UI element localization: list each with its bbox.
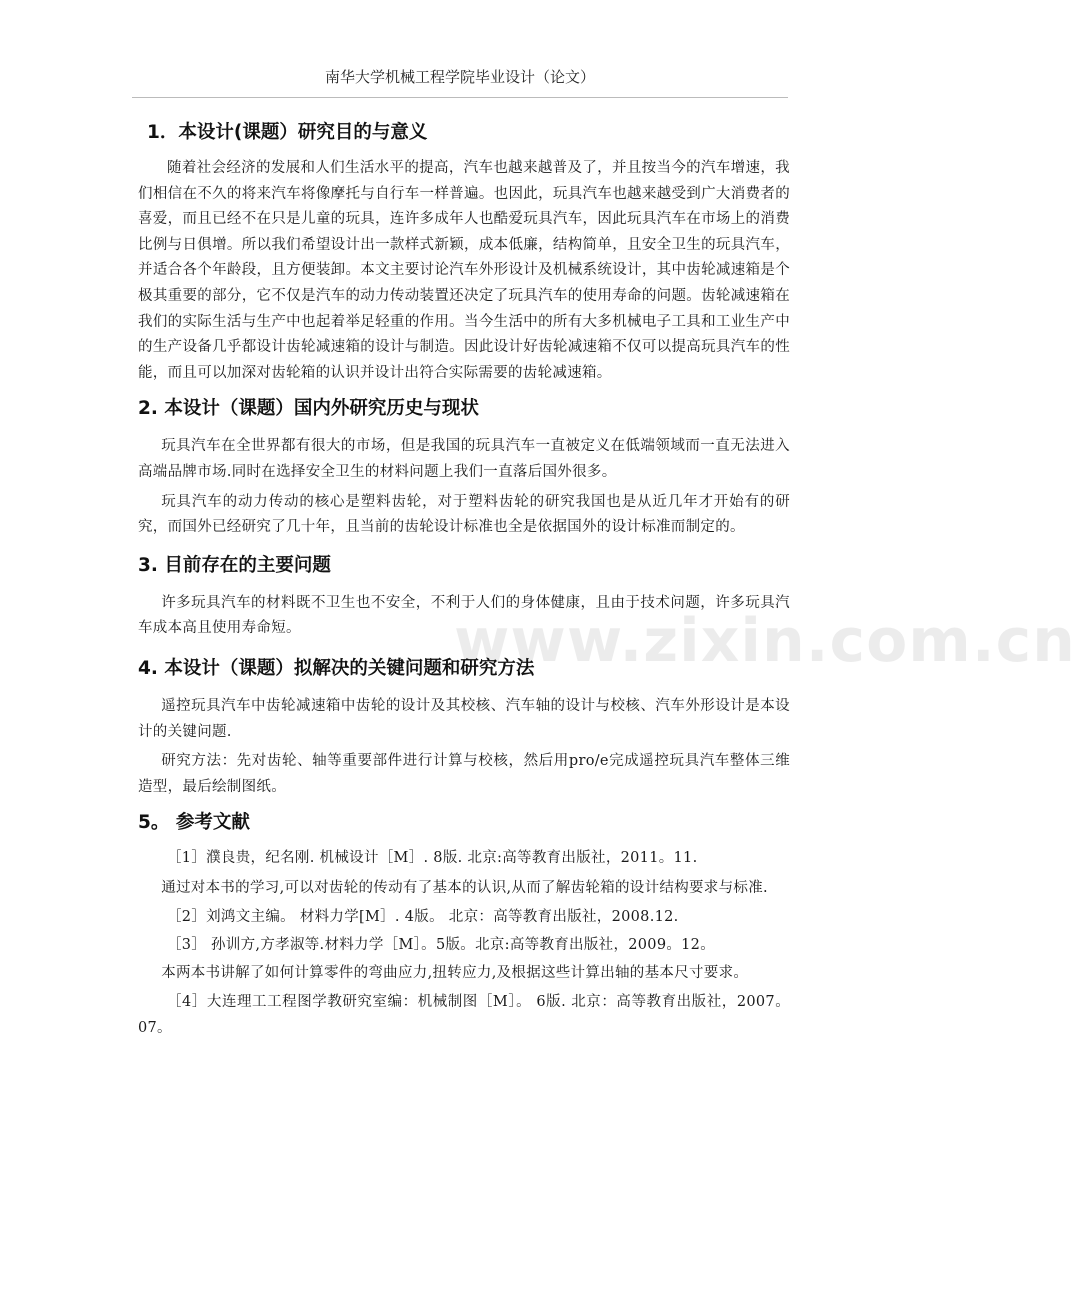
paragraph: 遥控玩具汽车中齿轮减速箱中齿轮的设计及其校核、汽车轴的设计与校核、汽车外形设计是本设计的关键问题.	[138, 697, 790, 740]
page-header: 南华大学机械工程学院毕业设计（论文）	[324, 68, 595, 86]
reference-item: ［2］刘鸿文主编。 材料力学[M］. 4版。 北京：高等教育出版社，2008.12.	[167, 909, 679, 926]
section-heading-3: 3. 目前存在的主要问题	[138, 554, 331, 576]
section-heading-2: 2. 本设计（课题）国内外研究历史与现状	[138, 398, 479, 420]
reference-note: 本两本书讲解了如何计算零件的弯曲应力,扭转应力,及根据这些计算出轴的基本尺寸要求。	[161, 964, 749, 981]
section-heading-4: 4. 本设计（课题）拟解决的关键问题和研究方法	[138, 657, 535, 679]
reference-item: ［4］大连理工工程图学教研究室编：机械制图［M］。 6版. 北京：高等教育出版社，2007。07。	[138, 994, 790, 1036]
section-heading-1: 1．本设计(课题）研究目的与意义	[147, 122, 428, 143]
reference-note: 通过对本书的学习,可以对齿轮的传动有了基本的认识,从而了解齿轮箱的设计结构要求与标准.	[161, 879, 768, 896]
paragraph: 玩具汽车的动力传动的核心是塑料齿轮，对于塑料齿轮的研究我国也是从近几年才开始有的研究，而国外已经研究了几十年，且当前的齿轮设计标准也全是依据国外的设计标准而制定的。	[138, 493, 790, 536]
section-heading-5: 5。 参考文献	[138, 812, 250, 834]
reference-item: ［3］ 孙训方,方孝淑等.材料力学［M］。5版。北京:高等教育出版社，2009。12。	[167, 937, 716, 954]
paragraph: 玩具汽车在全世界都有很大的市场，但是我国的玩具汽车一直被定义在低端领域而一直无法进入高端品牌市场.同时在选择安全卫生的材料问题上我们一直落后国外很多。	[138, 438, 790, 480]
header-rule	[132, 97, 788, 98]
paragraph: 研究方法：先对齿轮、轴等重要部件进行计算与校核，然后用pro/e完成遥控玩具汽车整体三维造型，最后绘制图纸。	[138, 753, 790, 795]
paragraph: 随着社会经济的发展和人们生活水平的提高，汽车也越来越普及了，并且按当今的汽车增速，我们相信在不久的将来汽车将像摩托与自行车一样普遍。也因此，玩具汽车也越来越受到广大消费者的喜爱，而且已经不在只是儿童的玩具，连许多成年人也酷爱玩具汽车，因此玩具汽车在市场上的消费比例与日俱增。所以我们希望设计出一款样式新颖，成本低廉，结构简单，且安全卫生的玩具汽车，并适合各个年龄段，且方便装卸。本文主要讨论汽车外形设计及机械系统设计，其中齿轮减速箱是个极其重要的部分，它不仅是汽车的动力传动装置还决定了玩具汽车的使用寿命的问题。齿轮减速箱在我们的实际生活与生产中也起着举足轻重的作用。当今生活中的所有大多机械电子工具和工业生产中的生产设备几乎都设计齿轮减速箱的设计与制造。因此设计好齿轮减速箱不仅可以提高玩具汽车的性能，而且可以加深对齿轮箱的认识并设计出符合实际需要的齿轮减速箱。	[138, 160, 790, 381]
watermark: www.zixin.com.cn	[454, 606, 1076, 676]
document-body	[138, 104, 790, 1041]
reference-item: ［1］濮良贵，纪名刚. 机械设计［M］. 8版. 北京:高等教育出版社，2011。11.	[167, 850, 698, 867]
paragraph: 许多玩具汽车的材料既不卫生也不安全，不利于人们的身体健康，且由于技术问题，许多玩具汽车成本高且使用寿命短。	[138, 594, 790, 637]
